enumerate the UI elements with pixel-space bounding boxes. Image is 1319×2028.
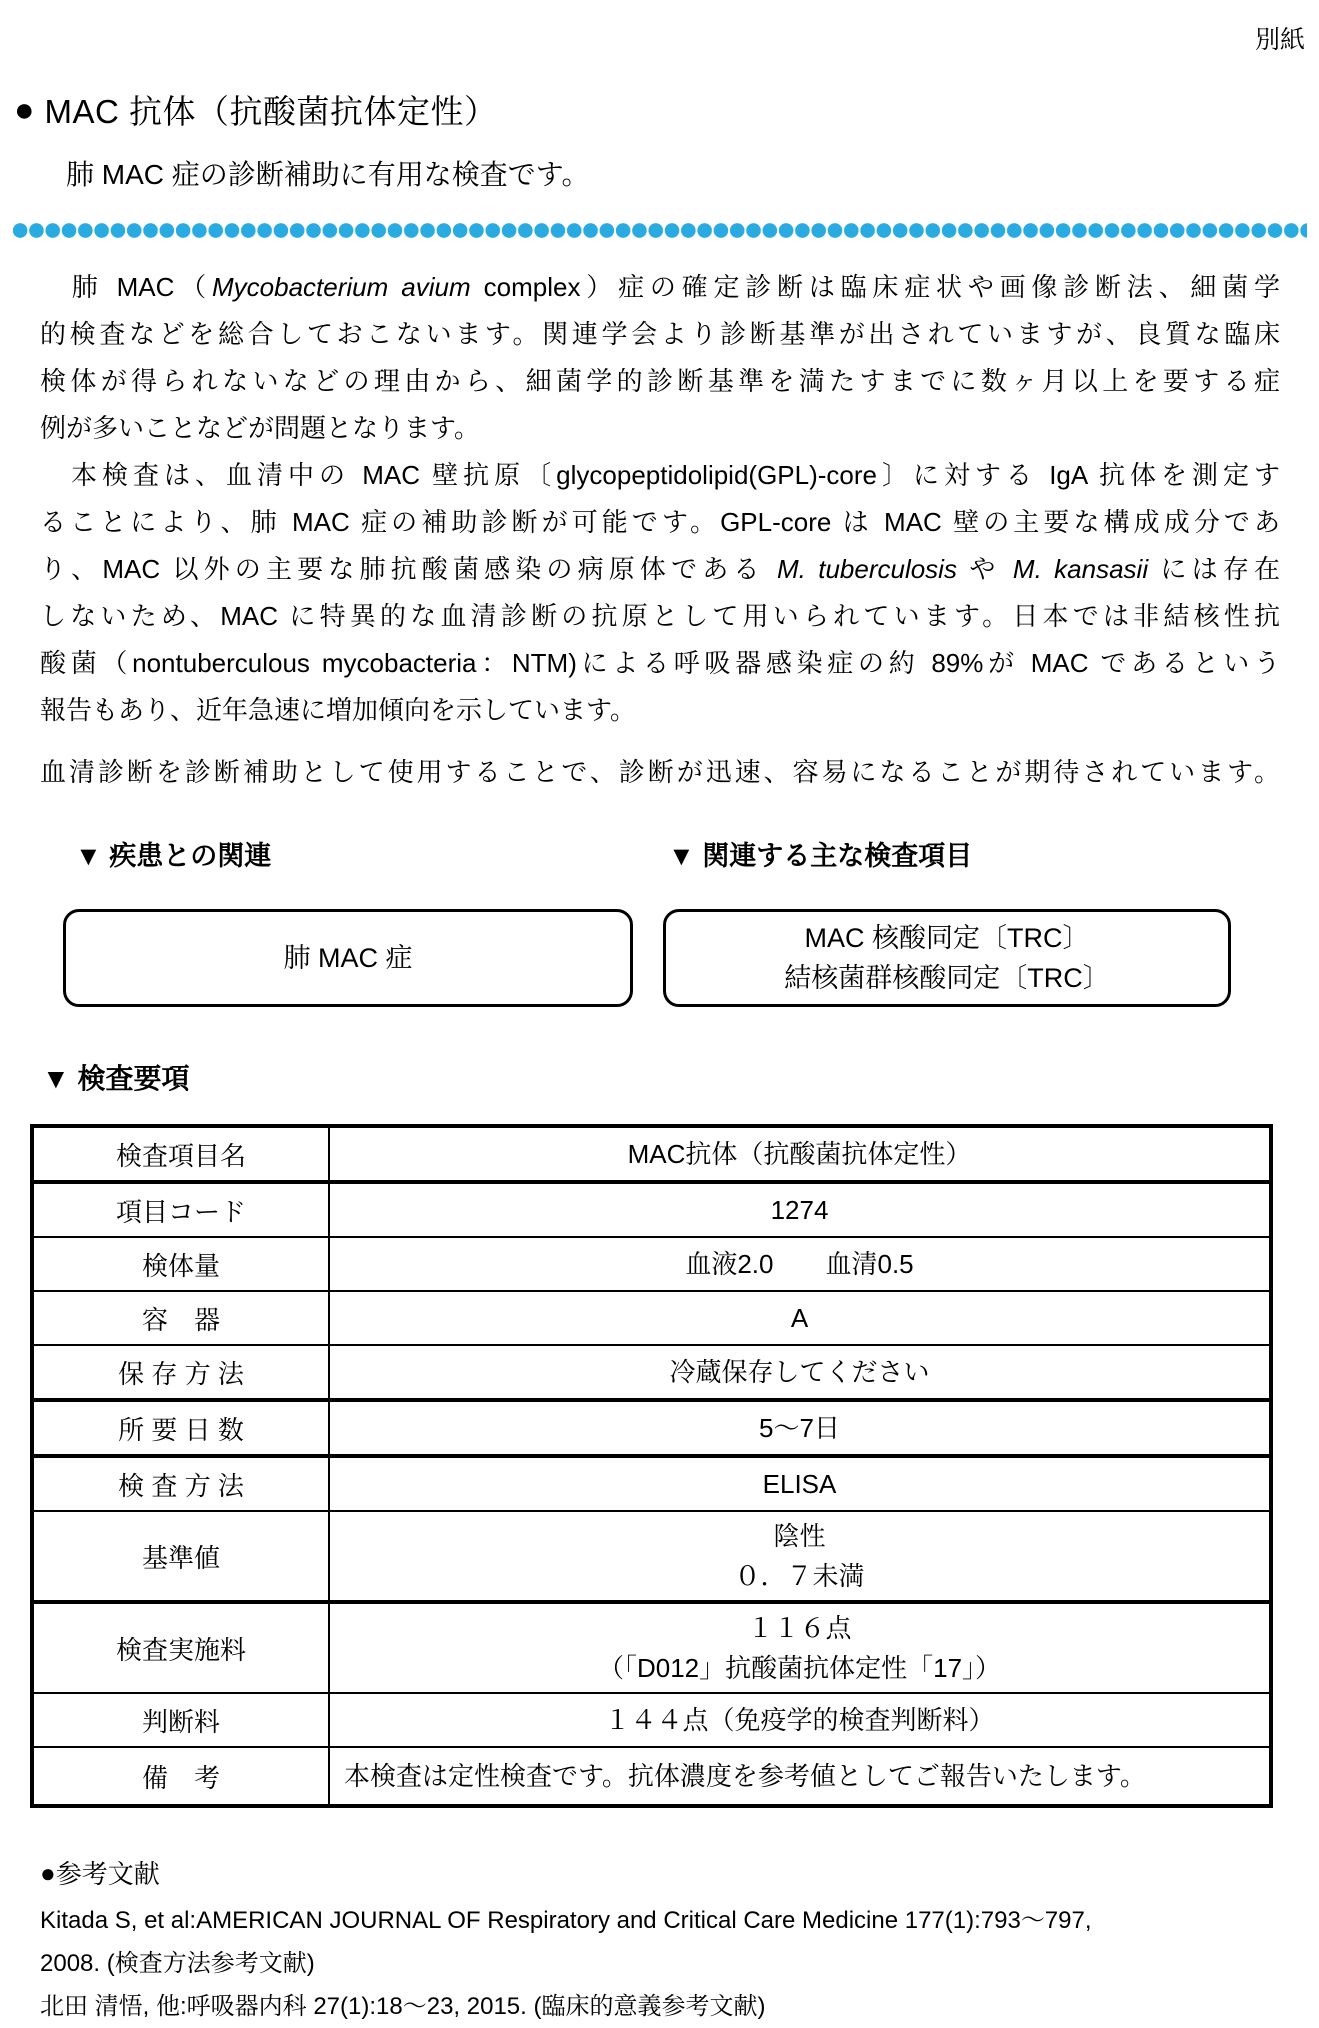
row-label: 所 要 日 数: [34, 1402, 330, 1454]
row-label: 検 査 方 法: [34, 1458, 330, 1510]
table-row: [34, 1238, 1269, 1292]
row-value-line: ０．７未満: [734, 1561, 865, 1591]
row-label: 検査実施料: [34, 1604, 330, 1692]
row-label: 検査項目名: [34, 1128, 330, 1180]
disease-box: [63, 909, 633, 1007]
related-tests-heading: [633, 834, 1319, 873]
row-label: 備 考: [34, 1748, 330, 1804]
row-label: 判断料: [34, 1694, 330, 1746]
row-label: 項目コード: [34, 1184, 330, 1236]
row-value: [330, 1402, 1269, 1454]
table-row: [34, 1346, 1269, 1402]
dotted-divider: [12, 223, 1307, 238]
row-value: [330, 1292, 1269, 1344]
text-line: 例が多いことなどが問題となります。: [40, 413, 480, 443]
spec-heading: [42, 1057, 1319, 1097]
page-title-row: [0, 0, 1319, 133]
row-value: [330, 1238, 1269, 1290]
text-line: MAC 核酸同定〔TRC〕: [804, 923, 1090, 953]
row-value: [330, 1184, 1269, 1236]
text-line: 的検査などを総合しておこないます。関連学会より診断基準が出されていますが、良質な臨床: [40, 319, 1280, 349]
row-value-line: 陰性: [773, 1521, 826, 1551]
triangle-icon: ▼: [42, 1063, 70, 1094]
text-line: しないため、MAC に特異的な血清診断の抗原として用いられています。日本では非結核性抗: [40, 601, 1280, 631]
row-label: 容 器: [34, 1292, 330, 1344]
table-row: [34, 1512, 1269, 1604]
row-value-line: （「D012」抗酸菌抗体定性「17」）: [597, 1653, 1002, 1683]
text-line: ることにより、肺 MAC 症の補助診断が可能です。GPL-core は MAC 壁の主要な構成成分であ: [40, 507, 1280, 537]
row-value-line: MAC抗体（抗酸菌抗体定性）: [627, 1139, 972, 1169]
table-row: [34, 1128, 1269, 1184]
triangle-icon: ▼: [668, 841, 695, 871]
text-line: り、MAC 以外の主要な肺抗酸菌感染の病原体である M. tuberculosis や M. kansasii には存在: [40, 554, 1280, 584]
text-line: 肺 MAC 症: [283, 943, 413, 973]
page-subtitle: 肺 MAC 症の診断補助に有用な検査です。: [66, 159, 590, 190]
row-value: [330, 1346, 1269, 1398]
corner-note: 別紙: [1254, 26, 1305, 54]
table-row: [34, 1748, 1269, 1804]
row-label: 検体量: [34, 1238, 330, 1290]
related-sections: [0, 834, 1319, 1007]
table-row: [34, 1604, 1269, 1694]
text-line: Kitada S, et al:AMERICAN JOURNAL OF Respiratory and Critical Care Medicine 177(1):793～797,: [40, 1907, 1092, 1934]
text-line: 肺 MAC（Mycobacterium avium complex）症の確定診断は臨床症状や画像診断法、細菌学: [40, 272, 1280, 302]
row-value-line: １４４点（免疫学的検査判断料）: [604, 1705, 995, 1735]
row-value: [330, 1604, 1269, 1692]
disease-heading-label: 疾患との関連: [101, 841, 272, 871]
row-value: [330, 1748, 1269, 1804]
text-line: 2008. (検査方法参考文献): [40, 1950, 315, 1977]
related-tests-box: [663, 909, 1231, 1007]
row-value-line: A: [790, 1303, 809, 1333]
text-line: 結核菌群核酸同定〔TRC〕: [784, 963, 1110, 993]
bullet-icon: ●: [14, 90, 35, 129]
row-value-line: 5～7日: [759, 1413, 840, 1443]
text-line: 北田 清悟, 他:呼吸器内科 27(1):18～23, 2015. (臨床的意義参考文献): [40, 1993, 766, 2020]
spec-table: [30, 1124, 1273, 1808]
page-title: MAC 抗体（抗酸菌抗体定性）: [44, 93, 498, 130]
row-value-line: 1274: [770, 1195, 829, 1225]
text-line: 本検査は、血清中の MAC 壁抗原〔glycopeptidolipid(GPL)-core〕に対する IgA 抗体を測定す: [40, 460, 1280, 490]
row-value-line: １１６点: [747, 1613, 852, 1643]
row-value-line: ELISA: [762, 1469, 837, 1499]
text-line: 血清診断を診断補助として使用することで、診断が迅速、容易になることが期待されています。: [40, 757, 1280, 787]
row-value-line: 冷蔵保存してください: [669, 1357, 930, 1387]
row-value-line: 本検査は定性検査です。抗体濃度を参考値としてご報告いたします。: [344, 1761, 1146, 1791]
disease-column: [0, 834, 633, 1007]
disease-heading: [0, 834, 633, 873]
row-label: 保 存 方 法: [34, 1346, 330, 1398]
table-row: [34, 1694, 1269, 1748]
references-section: [40, 1854, 1279, 2028]
row-value: [330, 1512, 1269, 1600]
spec-heading-label: 検査要項: [69, 1063, 190, 1094]
references-heading: [40, 1854, 1279, 1891]
related-tests-column: [633, 834, 1319, 1007]
row-label: 基準値: [34, 1512, 330, 1600]
table-row: [34, 1402, 1269, 1458]
table-row: [34, 1458, 1269, 1512]
row-value: [330, 1694, 1269, 1746]
text-line: 報告もあり、近年急速に増加傾向を示しています。: [40, 695, 636, 725]
references-list: [40, 1899, 1279, 2028]
text-line: 酸菌（nontuberculous mycobacteria：NTM)による呼吸器感染症の約 89%が MAC であるという: [40, 648, 1280, 678]
row-value: [330, 1128, 1269, 1180]
bullet-icon: ●: [40, 1857, 56, 1888]
table-row: [34, 1292, 1269, 1346]
related-tests-heading-label: 関連する主な検査項目: [694, 841, 973, 871]
triangle-icon: ▼: [75, 841, 102, 871]
row-value: [330, 1458, 1269, 1510]
references-heading-label: 参考文献: [55, 1859, 160, 1889]
intro-paragraphs: [40, 264, 1280, 734]
row-value-line: 血液2.0 血清0.5: [685, 1249, 914, 1279]
summary-paragraph: [40, 749, 1280, 796]
table-row: [34, 1184, 1269, 1238]
text-line: 検体が得られないなどの理由から、細菌学的診断基準を満たすまでに数ヶ月以上を要する症: [40, 366, 1280, 396]
